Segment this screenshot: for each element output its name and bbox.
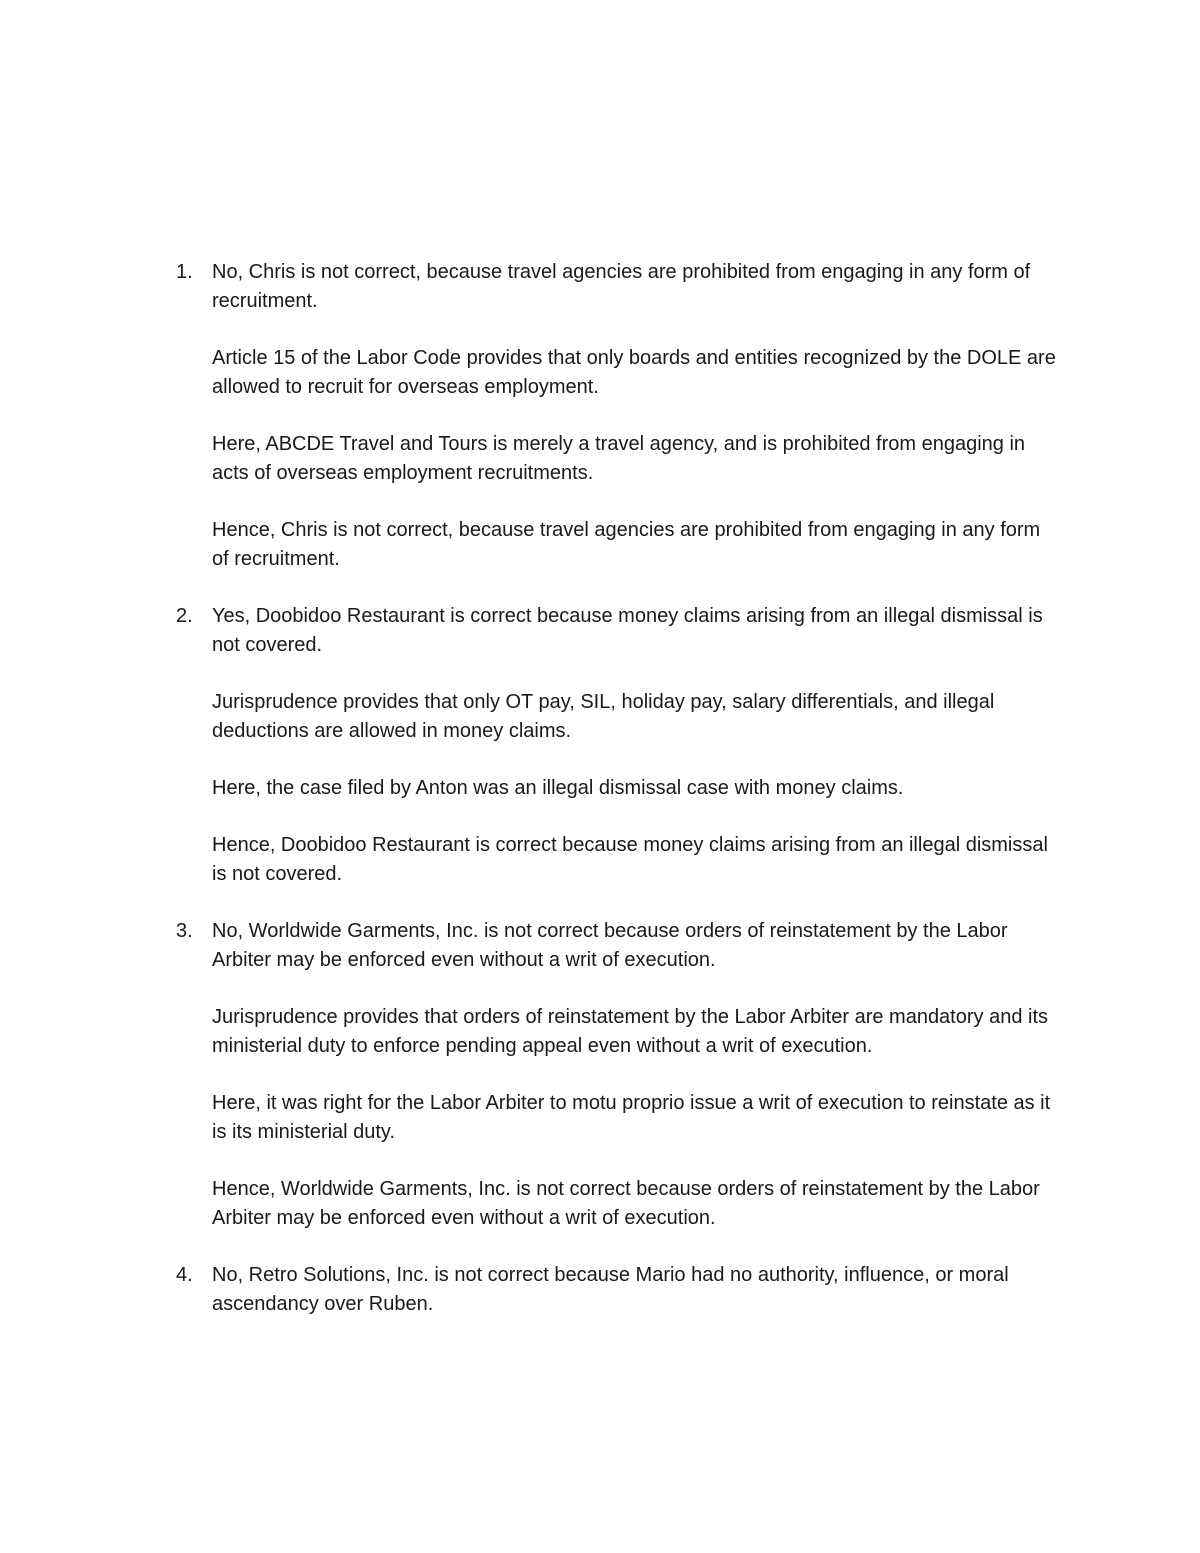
answer-paragraph: Yes, Doobidoo Restaurant is correct because money claims arising from an illegal dismissal is not covered. [212,605,1043,656]
list-item [176,258,1062,574]
answer-paragraph: No, Chris is not correct, because travel agencies are prohibited from engaging in any form of recruitment. [212,261,1031,312]
application-paragraph: Here, it was right for the Labor Arbiter to motu proprio issue a writ of execution to reinstate as it is its ministerial duty. [212,1092,1051,1143]
list-item [176,917,1062,1233]
rule-paragraph: Jurisprudence provides that orders of reinstatement by the Labor Arbiter are mandatory and its ministerial duty to enforce pending appeal even without a writ of execution. [212,1006,1049,1057]
rule-paragraph: Article 15 of the Labor Code provides that only boards and entities recognized by the DOLE are allowed to recruit for overseas employment. [212,347,1056,398]
conclusion-paragraph: Hence, Doobidoo Restaurant is correct because money claims arising from an illegal dismissal is not covered. [212,834,1048,885]
conclusion-paragraph: Hence, Chris is not correct, because travel agencies are prohibited from engaging in any form of recruitment. [212,519,1041,570]
application-paragraph: Here, ABCDE Travel and Tours is merely a travel agency, and is prohibited from engaging in acts of overseas employment recruitments. [212,433,1026,484]
list-item [176,1261,1062,1319]
list-item [176,602,1062,889]
item-number: 1. [176,261,193,283]
item-number: 3. [176,920,193,942]
item-number: 4. [176,1264,193,1286]
item-number: 2. [176,605,193,627]
answer-list [176,258,1062,1347]
conclusion-paragraph: Hence, Worldwide Garments, Inc. is not correct because orders of reinstatement by the Labor Arbiter may be enforced even without a writ of execution. [212,1178,1040,1229]
rule-paragraph: Jurisprudence provides that only OT pay, SIL, holiday pay, salary differentials, and illegal deductions are allowed in money claims. [212,691,995,742]
answer-paragraph: No, Worldwide Garments, Inc. is not correct because orders of reinstatement by the Labor Arbiter may be enforced even without a writ of execution. [212,920,1008,971]
application-paragraph: Here, the case filed by Anton was an illegal dismissal case with money claims. [212,777,904,799]
answer-paragraph: No, Retro Solutions, Inc. is not correct because Mario had no authority, influence, or moral ascendancy over Ruben. [212,1264,1009,1315]
